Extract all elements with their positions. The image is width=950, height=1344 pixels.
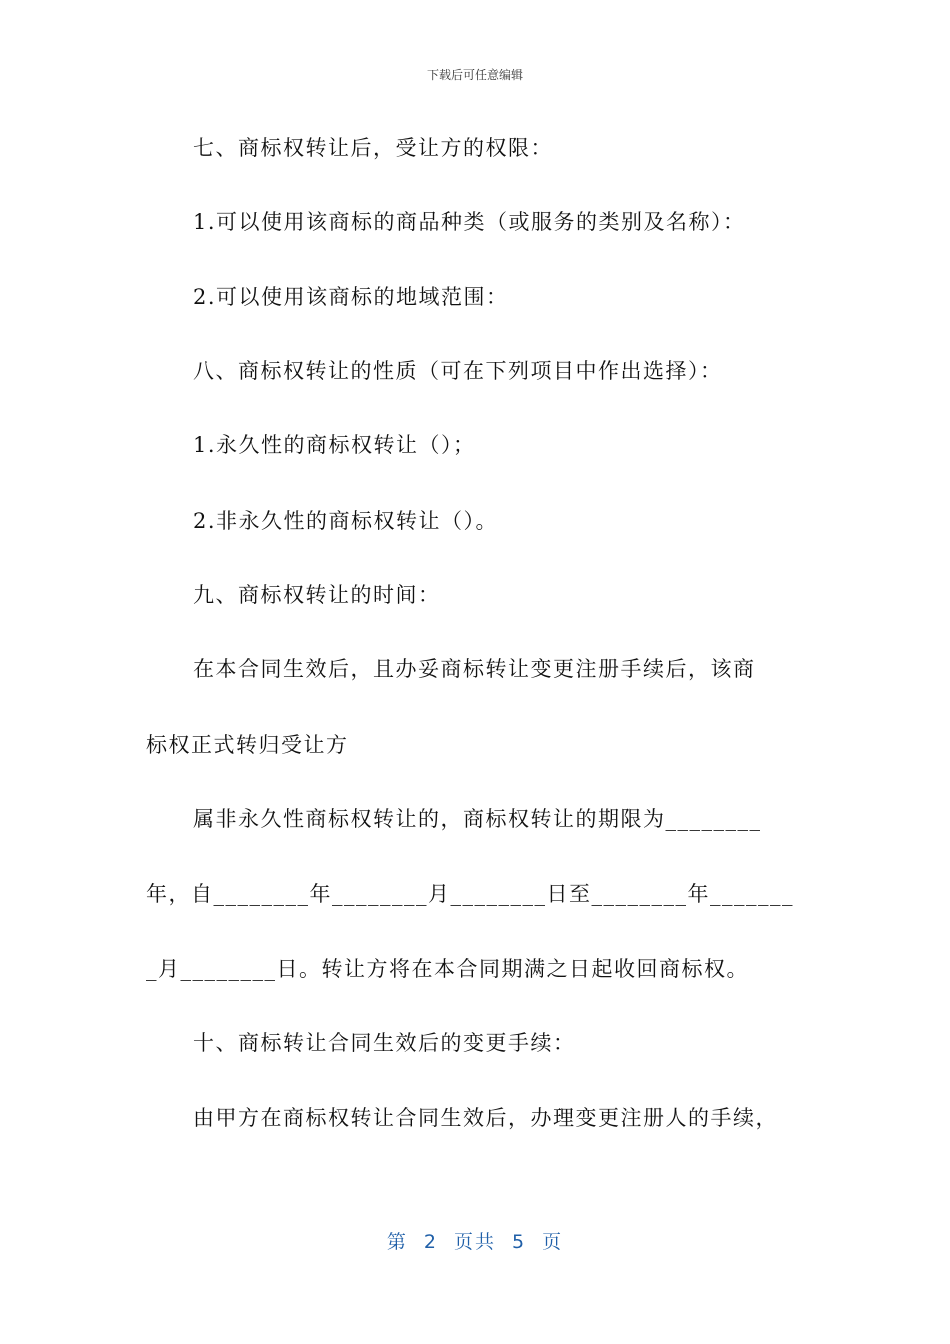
paragraph-line: 1.永久性的商标权转让（）； bbox=[193, 433, 476, 457]
paragraph-line: 标权正式转归受让方 bbox=[146, 733, 349, 757]
section-heading: 十、商标转让合同生效后的变更手续： bbox=[193, 1031, 576, 1055]
paragraph-line: 在本合同生效后，且办妥商标转让变更注册手续后，该商 bbox=[193, 657, 756, 681]
section-heading: 八、商标权转让的性质（可在下列项目中作出选择）： bbox=[193, 359, 723, 383]
paragraph-line: 2.可以使用该商标的地域范围： bbox=[193, 285, 509, 309]
paragraph-line: 属非永久性商标权转让的，商标权转让的期限为________ bbox=[193, 807, 762, 831]
page-header: 下载后可任意编辑 bbox=[426, 68, 523, 82]
paragraph-line: 1.可以使用该商标的商品种类（或服务的类别及名称）： bbox=[193, 210, 746, 234]
section-heading: 七、商标权转让后，受让方的权限： bbox=[193, 136, 553, 160]
page-footer: 第 2 页共 5 页 bbox=[386, 1231, 564, 1253]
paragraph-line: _月________日。转让方将在本合同期满之日起收回商标权。 bbox=[146, 957, 749, 981]
paragraph-line: 年，自________年________月________日至________年_______ bbox=[146, 882, 794, 906]
paragraph-line: 由甲方在商标权转让合同生效后，办理变更注册人的手续， bbox=[193, 1106, 778, 1130]
paragraph-line: 2.非永久性的商标权转让（）。 bbox=[193, 509, 499, 533]
section-heading: 九、商标权转让的时间： bbox=[193, 583, 441, 607]
